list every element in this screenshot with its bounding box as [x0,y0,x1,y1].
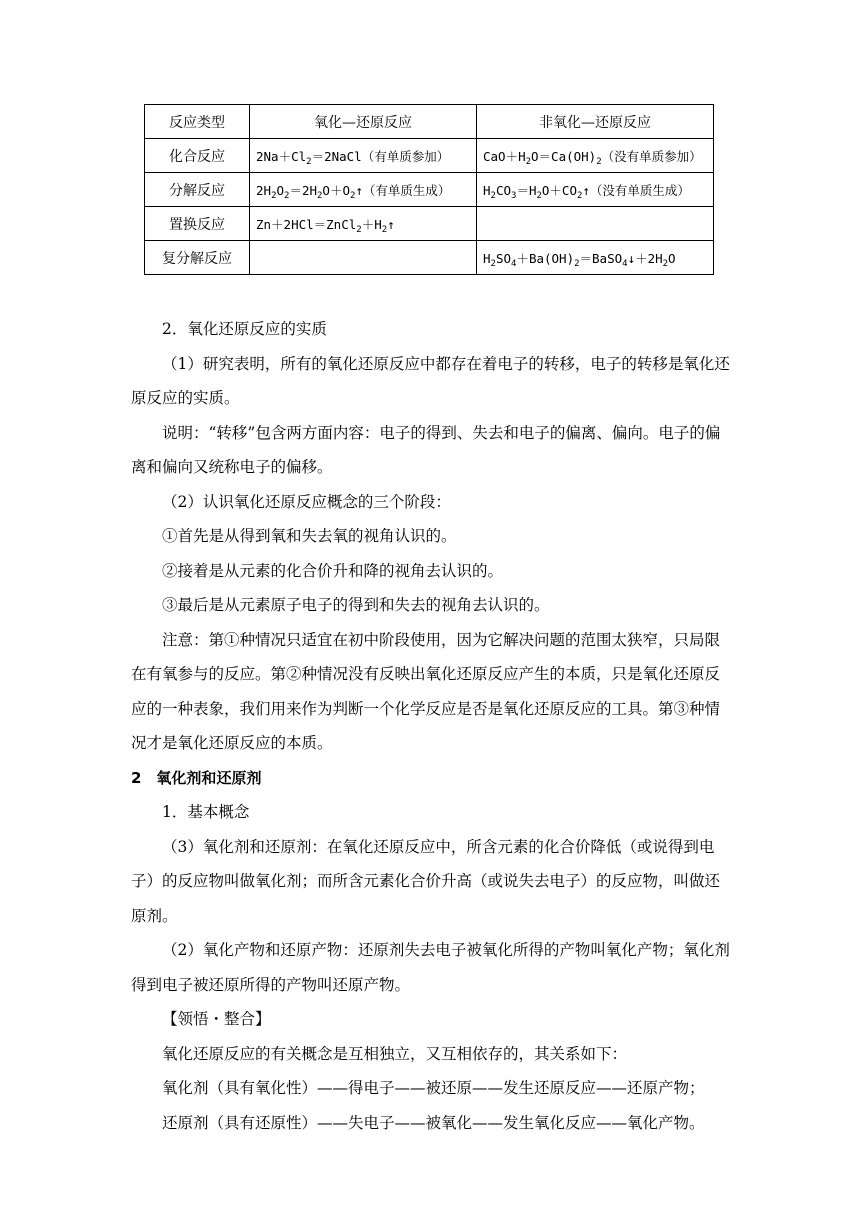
table-row [145,139,714,173]
table-header-cell: 反应类型 [145,105,250,139]
reaction-type-cell: 置换反应 [145,207,250,241]
section-subtitle: 1．基本概念 [162,803,250,821]
redox-equation-cell: $2Na+Cl_2=2NaCl$（有单质参加） [250,139,477,173]
section-heading: 2 氧化剂和还原剂 [131,768,262,787]
paragraph: （2）氧化产物和还原产物：还原剂失去电子被氧化所得的产物叫氧化产物；氧化剂得到电子被还原所得的产物叫还原产物。 [131,941,730,994]
nonredox-equation-cell: $CaO+H_2O=Ca(OH)_2$（没有单质参加） [477,139,714,173]
table-row [145,173,714,207]
paragraph: 注意：第①种情况只适宜在初中阶段使用，因为它解决问题的范围太狭窄，只局限在有氧参与的反应。第②种情况没有反映出氧化还原反应产生的本质，只是氧化还原反应的一种表象，我们用来作为判断一个化学反应是否是氧化还原反应的工具。第③种情况才是氧化还原反应的本质。 [131,630,721,752]
paragraph: （2）认识氧化还原反应概念的三个阶段： [162,492,451,511]
reaction-type-cell: 分解反应 [145,173,250,207]
table-row [145,241,714,275]
table-header-row [145,105,714,139]
reaction-type-cell: 化合反应 [145,139,250,173]
table-row [145,207,714,241]
body-text [131,312,731,1140]
redox-equation-cell-empty [250,241,477,275]
nonredox-equation-cell: $H_2SO_4+Ba(OH)_2=BaSO_4↓+2H_2O$ [477,241,714,275]
list-item: ①首先是从得到氧和失去氧的视角认识的。 [162,527,457,545]
nonredox-equation-cell-empty [477,207,714,241]
nonredox-equation-cell: $H_2CO_3=H_2O+CO_2↑$（没有单质生成） [477,173,714,207]
table-header-cell: 非氧化—还原反应 [477,105,714,139]
paragraph: 还原剂（具有还原性）——失电子——被氧化——发生氧化反应——氧化产物。 [162,1113,705,1132]
section-subtitle: 2．氧化还原反应的实质 [162,320,327,338]
table-header-cell: 氧化—还原反应 [250,105,477,139]
list-item: ③最后是从元素原子电子的得到和失去的视角去认识的。 [162,596,550,614]
paragraph: 氧化剂（具有氧化性）——得电子——被还原——发生还原反应——还原产物； [162,1079,705,1097]
paragraph: 说明：“转移”包含两方面内容：电子的得到、失去和电子的偏离、偏向。电子的偏离和偏向又统称电子的偏移。 [131,423,721,476]
list-item: ②接着是从元素的化合价升和降的视角去认识的。 [162,561,504,580]
redox-equation-cell: $2H_2O_2=2H_2O+O_2↑$（有单质生成） [250,173,477,207]
paragraph: （3）氧化剂和还原剂：在氧化还原反应中，所含元素的化合价降低（或说得到电子）的反应物叫做氧化剂；而所含元素化合价升高（或说失去电子）的反应物，叫做还原剂。 [131,837,721,925]
paragraph: 氧化还原反应的有关概念是互相独立，又互相依存的，其关系如下： [162,1044,628,1063]
paragraph: （1）研究表明，所有的氧化还原反应中都存在着电子的转移，电子的转移是氧化还原反应的实质。 [131,354,730,407]
reaction-type-table [144,104,714,275]
section-subtitle: 【领悟・整合】 [162,1010,271,1028]
reaction-type-cell: 复分解反应 [145,241,250,275]
redox-equation-cell: $Zn+2HCl=ZnCl_2+H_2↑$ [250,207,477,241]
